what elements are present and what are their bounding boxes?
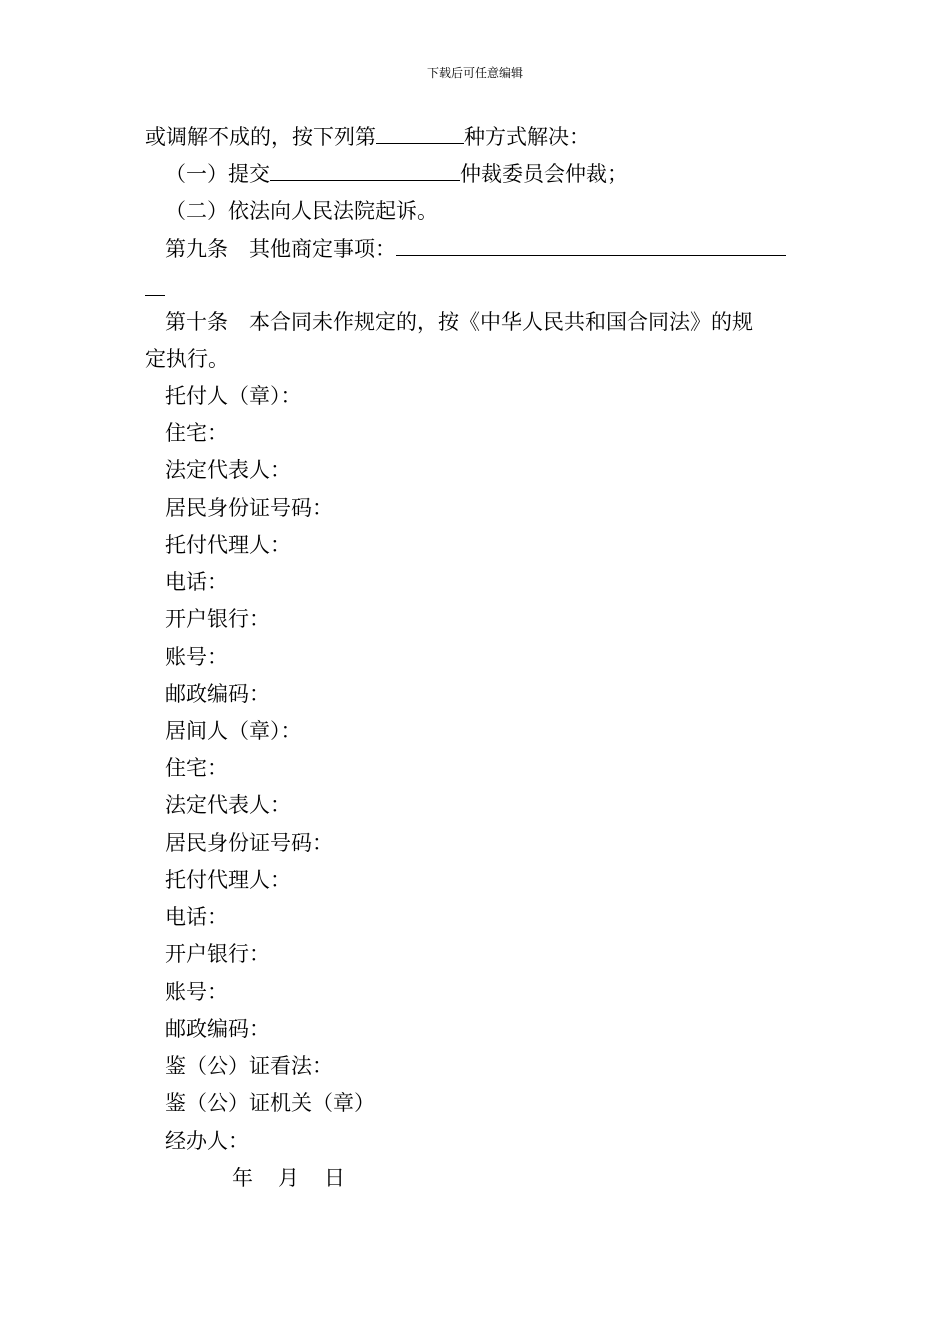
intermediary-phone: 电话： bbox=[165, 905, 228, 929]
consignor-address: 住宅： bbox=[165, 421, 228, 445]
intermediary-id-number: 居民身份证号码： bbox=[165, 831, 333, 855]
intermediary-address: 住宅： bbox=[165, 756, 228, 780]
consignor-postal-code: 邮政编码： bbox=[165, 682, 270, 706]
option-two-line: （二）依法向人民法院起诉。 bbox=[165, 199, 438, 223]
intermediary-legal-rep: 法定代表人： bbox=[165, 793, 291, 817]
notary-handler: 经办人： bbox=[165, 1129, 249, 1153]
dispute-intro-text: 或调解不成的，按下列第 bbox=[145, 125, 376, 149]
signing-date bbox=[232, 1164, 345, 1192]
other-matters-blank-continued bbox=[145, 274, 165, 296]
intermediary-bank: 开户银行： bbox=[165, 942, 270, 966]
article-ten-line-continued: 定执行。 bbox=[145, 347, 229, 371]
consignor-id-number: 居民身份证号码： bbox=[165, 496, 333, 520]
notary-authority: 鉴（公）证机关（章） bbox=[165, 1091, 375, 1115]
consignor-legal-rep: 法定代表人： bbox=[165, 458, 291, 482]
option-one-text: （一）提交 bbox=[165, 162, 270, 186]
dispute-intro-text-end: 种方式解决： bbox=[464, 125, 590, 149]
date-day: 日 bbox=[324, 1166, 345, 1190]
consignor-phone: 电话： bbox=[165, 570, 228, 594]
option-one-text-end: 仲裁委员会仲裁； bbox=[460, 162, 628, 186]
article-nine-line bbox=[165, 234, 786, 263]
page-header: 下载后可任意编辑 bbox=[426, 66, 523, 80]
consignor-bank: 开户银行： bbox=[165, 607, 270, 631]
option-one-line bbox=[165, 159, 628, 188]
article-ten-title: 第十条 bbox=[165, 310, 228, 334]
arbitration-committee-blank bbox=[270, 159, 460, 181]
other-matters-blank bbox=[396, 234, 786, 256]
intermediary-agent: 托付代理人： bbox=[165, 868, 291, 892]
article-ten-text: 本合同未作规定的，按《中华人民共和国合同法》的规 bbox=[249, 310, 753, 334]
notary-opinion: 鉴（公）证看法： bbox=[165, 1054, 333, 1078]
intermediary-title: 居间人（章）： bbox=[165, 719, 302, 743]
dispute-intro-line bbox=[145, 122, 590, 151]
article-nine-text: 其他商定事项： bbox=[249, 237, 396, 261]
consignor-title: 托付人（章）： bbox=[165, 384, 302, 408]
date-month: 月 bbox=[278, 1166, 299, 1190]
intermediary-account: 账号： bbox=[165, 980, 228, 1004]
consignor-agent: 托付代理人： bbox=[165, 533, 291, 557]
intermediary-postal-code: 邮政编码： bbox=[165, 1017, 270, 1041]
method-number-blank bbox=[376, 122, 464, 144]
date-year: 年 bbox=[232, 1166, 253, 1190]
article-nine-line-continued bbox=[145, 274, 165, 303]
consignor-account: 账号： bbox=[165, 645, 228, 669]
article-nine-title: 第九条 bbox=[165, 237, 228, 261]
article-ten-line bbox=[165, 308, 753, 336]
